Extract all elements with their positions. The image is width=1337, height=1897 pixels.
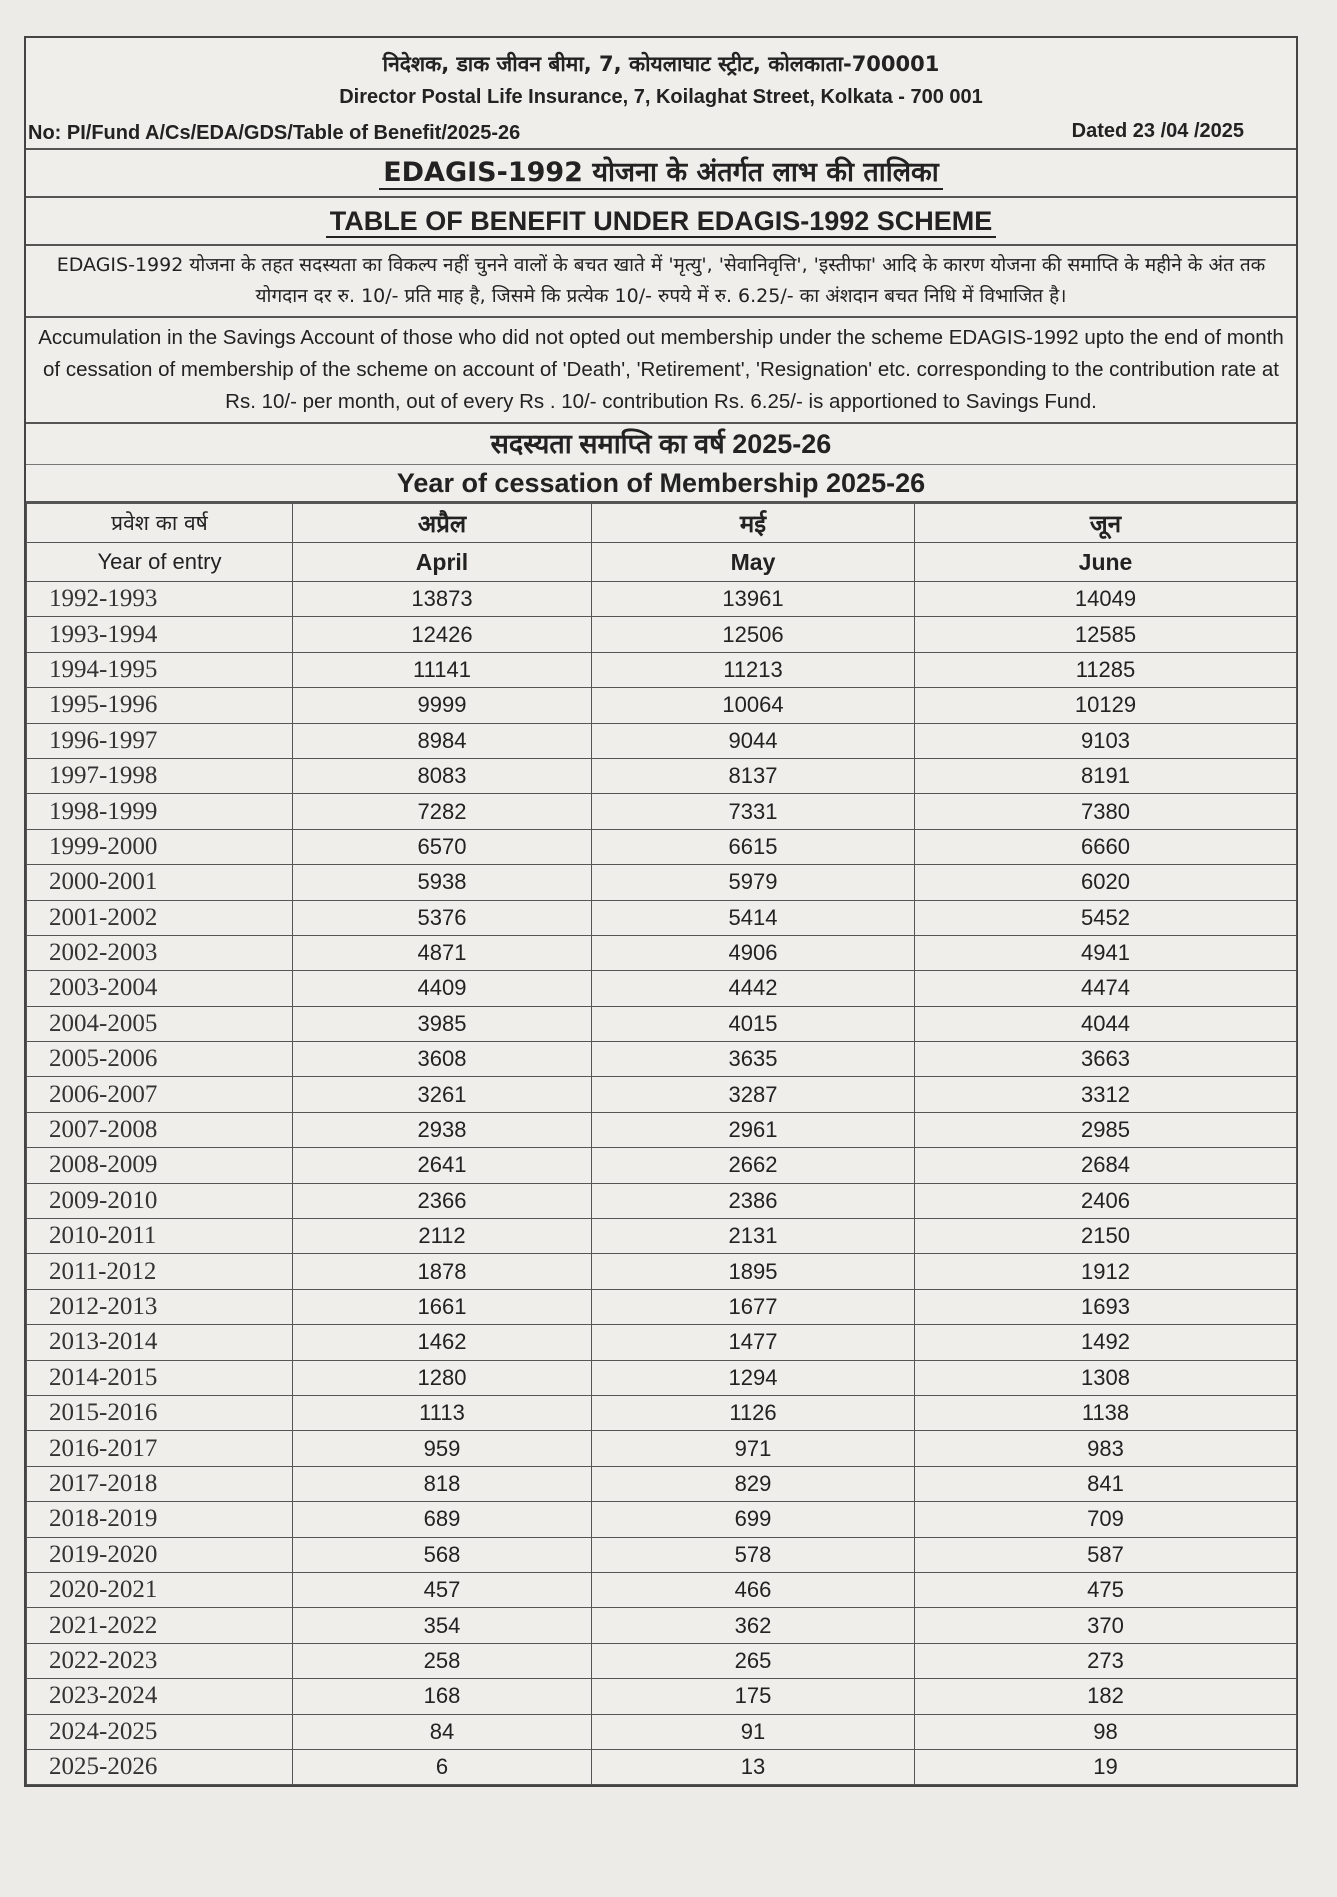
- entry-year-cell: 2015-2016: [27, 1395, 293, 1430]
- june-value-cell: 182: [915, 1679, 1297, 1714]
- header-row-hindi: [27, 504, 1297, 543]
- may-value-cell: 91: [592, 1714, 915, 1749]
- may-value-cell: 971: [592, 1431, 915, 1466]
- april-value-cell: 1113: [293, 1395, 592, 1430]
- april-value-cell: 4871: [293, 935, 592, 970]
- table-row: [27, 1643, 1297, 1678]
- table-row: [27, 1254, 1297, 1289]
- table-row: [27, 1325, 1297, 1360]
- table-row: [27, 1395, 1297, 1430]
- april-value-cell: 7282: [293, 794, 592, 829]
- april-value-cell: 2641: [293, 1148, 592, 1183]
- june-value-cell: 4044: [915, 1006, 1297, 1041]
- april-value-cell: 689: [293, 1502, 592, 1537]
- table-row: [27, 1077, 1297, 1112]
- may-value-cell: 1677: [592, 1289, 915, 1324]
- may-value-cell: 699: [592, 1502, 915, 1537]
- june-value-cell: 4941: [915, 935, 1297, 970]
- april-value-cell: 457: [293, 1572, 592, 1607]
- may-value-cell: 2662: [592, 1148, 915, 1183]
- benefit-table-document: [24, 36, 1298, 1787]
- entry-year-cell: 2012-2013: [27, 1289, 293, 1324]
- table-row: [27, 1608, 1297, 1643]
- table-row: [27, 829, 1297, 864]
- june-value-cell: 2684: [915, 1148, 1297, 1183]
- april-value-cell: 8984: [293, 723, 592, 758]
- may-value-cell: 9044: [592, 723, 915, 758]
- april-value-cell: 1280: [293, 1360, 592, 1395]
- may-value-cell: 4906: [592, 935, 915, 970]
- table-row: [27, 1006, 1297, 1041]
- april-value-cell: 1462: [293, 1325, 592, 1360]
- entry-year-cell: 2002-2003: [27, 935, 293, 970]
- june-value-cell: 370: [915, 1608, 1297, 1643]
- hindi-title-row: [26, 150, 1296, 198]
- entry-year-cell: 2003-2004: [27, 971, 293, 1006]
- table-row: [27, 1466, 1297, 1501]
- document-date: Dated 23 /04 /2025: [1071, 120, 1244, 142]
- april-value-cell: 13873: [293, 582, 592, 617]
- entry-year-cell: 2001-2002: [27, 900, 293, 935]
- may-value-cell: 1477: [592, 1325, 915, 1360]
- may-value-cell: 11213: [592, 652, 915, 687]
- april-value-cell: 2366: [293, 1183, 592, 1218]
- table-row: [27, 1112, 1297, 1147]
- june-value-cell: 1308: [915, 1360, 1297, 1395]
- may-value-cell: 12506: [592, 617, 915, 652]
- april-value-cell: 84: [293, 1714, 592, 1749]
- may-value-cell: 175: [592, 1679, 915, 1714]
- table-row: [27, 688, 1297, 723]
- entry-year-cell: 2000-2001: [27, 865, 293, 900]
- table-row: [27, 794, 1297, 829]
- hindi-description: EDAGIS-1992 योजना के तहत सदस्यता का विकल्प नहीं चुनने वालों के बचत खाते में 'मृत्यु', 'सेवानिवृत्ति', 'इस्तीफा' आदि के कारण योजना की समाप्ति के महीने के अंत तक योगदान दर रु. 10/- प्रति माह है, जिसमे कि प्रत्येक 10/- रुपये में रु. 6.25/- का अंशदान बचत निधि में विभाजित है।: [26, 246, 1296, 318]
- entry-year-cell: 1998-1999: [27, 794, 293, 829]
- table-row: [27, 1572, 1297, 1607]
- entry-year-cell: 2018-2019: [27, 1502, 293, 1537]
- table-row: [27, 1289, 1297, 1324]
- entry-year-cell: 2005-2006: [27, 1042, 293, 1077]
- entry-year-cell: 2014-2015: [27, 1360, 293, 1395]
- may-value-cell: 5414: [592, 900, 915, 935]
- june-value-cell: 2150: [915, 1219, 1297, 1254]
- june-value-cell: 12585: [915, 617, 1297, 652]
- header-may: May: [592, 543, 915, 582]
- may-value-cell: 10064: [592, 688, 915, 723]
- april-value-cell: 5376: [293, 900, 592, 935]
- entry-year-cell: 2010-2011: [27, 1219, 293, 1254]
- table-row: [27, 582, 1297, 617]
- table-row: [27, 617, 1297, 652]
- june-value-cell: 6020: [915, 865, 1297, 900]
- june-value-cell: 98: [915, 1714, 1297, 1749]
- may-value-cell: 7331: [592, 794, 915, 829]
- june-value-cell: 5452: [915, 900, 1297, 935]
- cessation-year-heading: [26, 424, 1296, 503]
- entry-year-cell: 2009-2010: [27, 1183, 293, 1218]
- may-value-cell: 4015: [592, 1006, 915, 1041]
- june-value-cell: 14049: [915, 582, 1297, 617]
- english-address: Director Postal Life Insurance, 7, Koilaghat Street, Kolkata - 700 001: [339, 86, 983, 108]
- table-row: [27, 1502, 1297, 1537]
- april-value-cell: 354: [293, 1608, 592, 1643]
- april-value-cell: 9999: [293, 688, 592, 723]
- header-june: June: [915, 543, 1297, 582]
- april-value-cell: 11141: [293, 652, 592, 687]
- june-value-cell: 1912: [915, 1254, 1297, 1289]
- entry-year-cell: 2007-2008: [27, 1112, 293, 1147]
- table-row: [27, 652, 1297, 687]
- table-row: [27, 1148, 1297, 1183]
- april-value-cell: 3608: [293, 1042, 592, 1077]
- entry-year-cell: 2020-2021: [27, 1572, 293, 1607]
- reference-number: No: PI/Fund A/Cs/EDA/GDS/Table of Benefit/2025-26: [28, 122, 521, 144]
- may-value-cell: 1895: [592, 1254, 915, 1289]
- may-value-cell: 1294: [592, 1360, 915, 1395]
- entry-year-cell: 1999-2000: [27, 829, 293, 864]
- header-april: April: [293, 543, 592, 582]
- entry-year-cell: 1997-1998: [27, 758, 293, 793]
- may-value-cell: 466: [592, 1572, 915, 1607]
- may-value-cell: 4442: [592, 971, 915, 1006]
- cessation-year-english: Year of cessation of Membership 2025-26: [396, 468, 926, 498]
- document-header: [26, 38, 1296, 150]
- may-value-cell: 5979: [592, 865, 915, 900]
- june-value-cell: 983: [915, 1431, 1297, 1466]
- table-row: [27, 1714, 1297, 1749]
- april-value-cell: 258: [293, 1643, 592, 1678]
- header-june-hindi: जून: [915, 504, 1297, 543]
- june-value-cell: 9103: [915, 723, 1297, 758]
- cessation-year-hindi: सदस्यता समाप्ति का वर्ष 2025-26: [26, 424, 1296, 465]
- april-value-cell: 818: [293, 1466, 592, 1501]
- april-value-cell: 568: [293, 1537, 592, 1572]
- entry-year-cell: 2025-2026: [27, 1749, 293, 1784]
- entry-year-cell: 1992-1993: [27, 582, 293, 617]
- may-value-cell: 2386: [592, 1183, 915, 1218]
- may-value-cell: 2131: [592, 1219, 915, 1254]
- table-body: [27, 582, 1297, 1785]
- june-value-cell: 841: [915, 1466, 1297, 1501]
- june-value-cell: 3663: [915, 1042, 1297, 1077]
- april-value-cell: 12426: [293, 617, 592, 652]
- april-value-cell: 1661: [293, 1289, 592, 1324]
- table-row: [27, 723, 1297, 758]
- table-row: [27, 1183, 1297, 1218]
- june-value-cell: 4474: [915, 971, 1297, 1006]
- entry-year-cell: 2008-2009: [27, 1148, 293, 1183]
- april-value-cell: 3985: [293, 1006, 592, 1041]
- english-title-row: [26, 198, 1296, 246]
- table-row: [27, 1679, 1297, 1714]
- header-may-hindi: मई: [592, 504, 915, 543]
- june-value-cell: 6660: [915, 829, 1297, 864]
- benefit-table: [26, 503, 1297, 1785]
- entry-year-cell: 2011-2012: [27, 1254, 293, 1289]
- june-value-cell: 1492: [915, 1325, 1297, 1360]
- entry-year-cell: 2004-2005: [27, 1006, 293, 1041]
- entry-year-cell: 2017-2018: [27, 1466, 293, 1501]
- table-row: [27, 971, 1297, 1006]
- table-row: [27, 1431, 1297, 1466]
- entry-year-cell: 1993-1994: [27, 617, 293, 652]
- may-value-cell: 265: [592, 1643, 915, 1678]
- june-value-cell: 19: [915, 1749, 1297, 1784]
- june-value-cell: 7380: [915, 794, 1297, 829]
- april-value-cell: 2112: [293, 1219, 592, 1254]
- june-value-cell: 1693: [915, 1289, 1297, 1324]
- table-row: [27, 758, 1297, 793]
- table-row: [27, 1042, 1297, 1077]
- may-value-cell: 829: [592, 1466, 915, 1501]
- april-value-cell: 168: [293, 1679, 592, 1714]
- may-value-cell: 578: [592, 1537, 915, 1572]
- table-row: [27, 1219, 1297, 1254]
- april-value-cell: 959: [293, 1431, 592, 1466]
- april-value-cell: 1878: [293, 1254, 592, 1289]
- header-april-hindi: अप्रैल: [293, 504, 592, 543]
- june-value-cell: 709: [915, 1502, 1297, 1537]
- header-year-of-entry-hindi: प्रवेश का वर्ष: [27, 504, 293, 543]
- april-value-cell: 2938: [293, 1112, 592, 1147]
- entry-year-cell: 2006-2007: [27, 1077, 293, 1112]
- header-row-english: [27, 543, 1297, 582]
- may-value-cell: 13961: [592, 582, 915, 617]
- entry-year-cell: 2013-2014: [27, 1325, 293, 1360]
- april-value-cell: 3261: [293, 1077, 592, 1112]
- may-value-cell: 13: [592, 1749, 915, 1784]
- april-value-cell: 5938: [293, 865, 592, 900]
- entry-year-cell: 2024-2025: [27, 1714, 293, 1749]
- april-value-cell: 4409: [293, 971, 592, 1006]
- may-value-cell: 2961: [592, 1112, 915, 1147]
- june-value-cell: 3312: [915, 1077, 1297, 1112]
- entry-year-cell: 2023-2024: [27, 1679, 293, 1714]
- entry-year-cell: 2019-2020: [27, 1537, 293, 1572]
- april-value-cell: 6570: [293, 829, 592, 864]
- table-row: [27, 900, 1297, 935]
- english-description: Accumulation in the Savings Account of those who did not opted out membership under the scheme EDAGIS-1992 upto the end of month of cessation of membership of the scheme on account of 'Death', 'Retirement', 'Resignation' etc. corresponding to the contribution rate at Rs. 10/- per month, out of every Rs . 10/- contribution Rs. 6.25/- is apportioned to Savings Fund.: [26, 318, 1296, 424]
- june-value-cell: 587: [915, 1537, 1297, 1572]
- april-value-cell: 8083: [293, 758, 592, 793]
- table-row: [27, 865, 1297, 900]
- june-value-cell: 11285: [915, 652, 1297, 687]
- table-row: [27, 935, 1297, 970]
- june-value-cell: 8191: [915, 758, 1297, 793]
- entry-year-cell: 2022-2023: [27, 1643, 293, 1678]
- entry-year-cell: 2021-2022: [27, 1608, 293, 1643]
- june-value-cell: 475: [915, 1572, 1297, 1607]
- table-row: [27, 1749, 1297, 1784]
- may-value-cell: 6615: [592, 829, 915, 864]
- may-value-cell: 362: [592, 1608, 915, 1643]
- hindi-title: EDAGIS-1992 योजना के अंतर्गत लाभ की तालिका: [379, 157, 943, 190]
- may-value-cell: 1126: [592, 1395, 915, 1430]
- june-value-cell: 10129: [915, 688, 1297, 723]
- april-value-cell: 6: [293, 1749, 592, 1784]
- entry-year-cell: 1994-1995: [27, 652, 293, 687]
- entry-year-cell: 1996-1997: [27, 723, 293, 758]
- june-value-cell: 273: [915, 1643, 1297, 1678]
- entry-year-cell: 1995-1996: [27, 688, 293, 723]
- hindi-address: निदेशक, डाक जीवन बीमा, 7, कोयलाघाट स्ट्रीट, कोलकाता-700001: [382, 52, 940, 76]
- june-value-cell: 1138: [915, 1395, 1297, 1430]
- english-title: TABLE OF BENEFIT UNDER EDAGIS-1992 SCHEME: [326, 206, 997, 238]
- june-value-cell: 2985: [915, 1112, 1297, 1147]
- june-value-cell: 2406: [915, 1183, 1297, 1218]
- may-value-cell: 3635: [592, 1042, 915, 1077]
- may-value-cell: 3287: [592, 1077, 915, 1112]
- entry-year-cell: 2016-2017: [27, 1431, 293, 1466]
- header-year-of-entry: Year of entry: [27, 543, 293, 582]
- may-value-cell: 8137: [592, 758, 915, 793]
- table-row: [27, 1537, 1297, 1572]
- table-row: [27, 1360, 1297, 1395]
